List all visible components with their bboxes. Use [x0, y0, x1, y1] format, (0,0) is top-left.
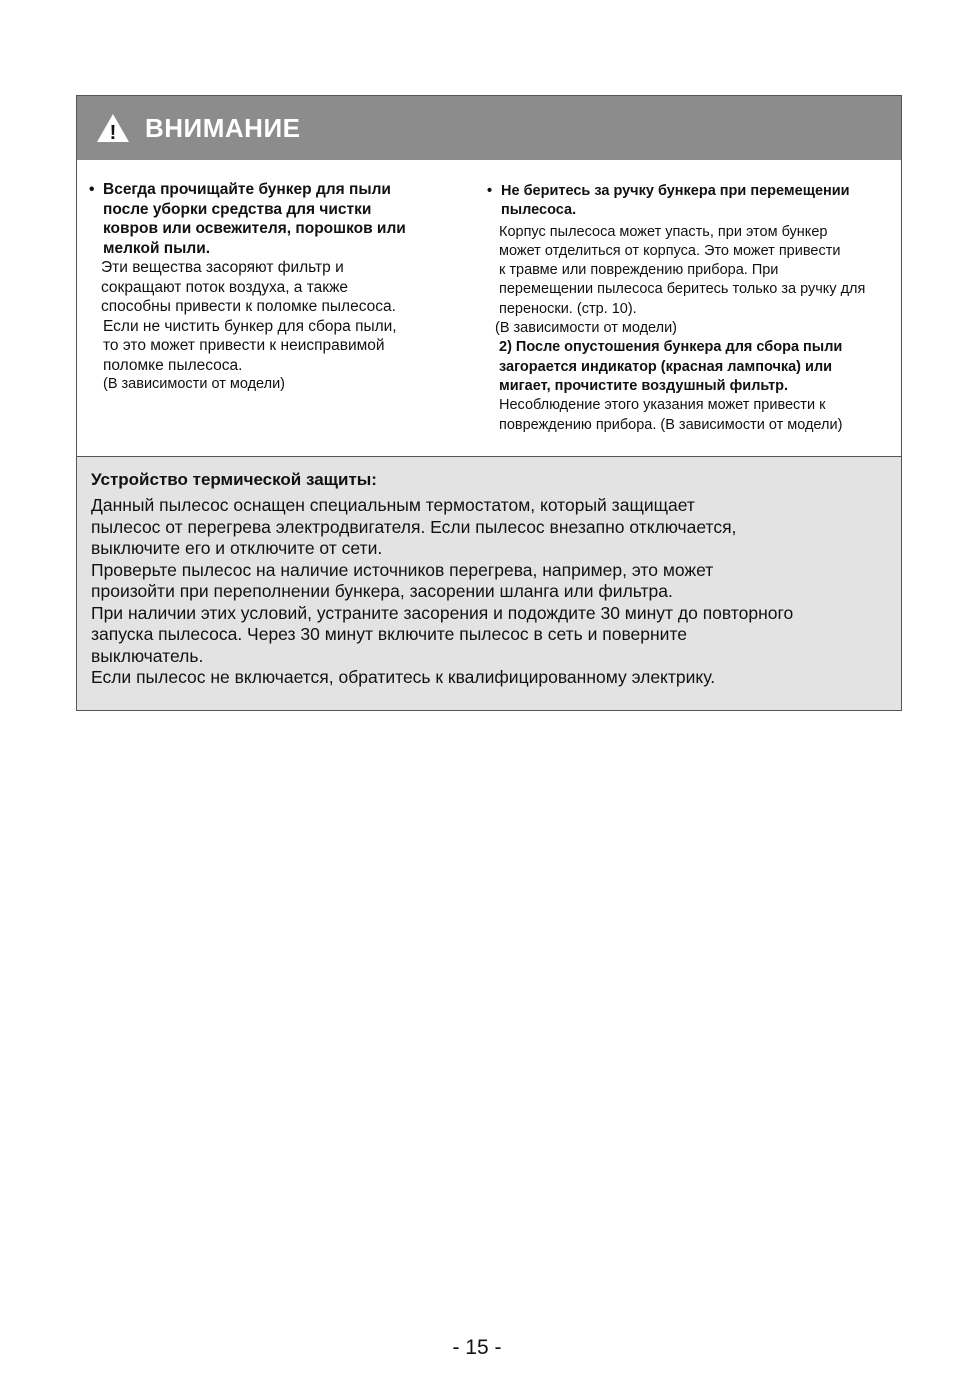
text-line: повреждению прибора. (В зависимости от модели) — [499, 416, 843, 433]
text-line: 2) После опустошения бункера для сбора пыли — [499, 339, 843, 356]
text-line: выключите его и отключите от сети. — [91, 538, 383, 558]
model-note: (В зависимости от модели) — [495, 320, 678, 337]
left-body-2 — [89, 317, 464, 395]
bullet-dot: • — [89, 181, 95, 198]
left-column — [89, 180, 464, 395]
right-column — [487, 182, 897, 435]
text-line: мигает, прочистите воздушный фильтр. — [499, 377, 789, 394]
text-line: Эти вещества засоряют фильтр и — [101, 259, 344, 276]
left-bullet-title — [89, 180, 464, 258]
text-line: ковров или освежителя, порошков или — [103, 220, 406, 237]
text-line: после уборки средства для чистки — [103, 200, 372, 218]
text-line: Данный пылесос оснащен специальным термостатом, который защищает — [91, 495, 695, 515]
caution-header — [77, 96, 901, 160]
thermal-protection-section — [77, 457, 901, 710]
caution-box — [76, 95, 902, 711]
text-line: Проверьте пылесос на наличие источников перегрева, например, это может — [91, 559, 714, 580]
text-line: Если не чистить бункер для сбора пыли, — [103, 317, 397, 335]
text-line: пылесоса. — [501, 202, 577, 219]
text-line: поломке пылесоса. — [103, 356, 243, 374]
text-line: выключатель. — [91, 645, 204, 666]
page-number: - 15 - — [452, 1336, 502, 1359]
text-line: мелкой пыли. — [103, 239, 211, 257]
text-line: Если пылесос не включается, обратитесь к квалифицированному электрику. — [91, 667, 716, 687]
text-line: то это может привести к неисправимой — [103, 337, 385, 354]
text-line: Несоблюдение этого указания может привести к — [499, 397, 826, 414]
thermal-title: Устройство термической защиты: — [91, 470, 377, 489]
warning-triangle-icon — [95, 112, 131, 144]
text-line: способны привести к поломке пылесоса. — [101, 298, 396, 315]
text-line: сокращают поток воздуха, а также — [101, 278, 349, 296]
text-line: Корпус пылесоса может упасть, при этом бункер — [499, 223, 828, 240]
text-line: произойти при переполнении бункера, засорении шланга или фильтра. — [91, 581, 673, 601]
right-body — [487, 223, 897, 319]
text-line: Не беритесь за ручку бункера при перемещении — [501, 183, 850, 199]
item2-body — [487, 396, 897, 435]
text-line: может отделиться от корпуса. Это может привести — [499, 242, 841, 259]
text-line: запуска пылесоса. Через 30 минут включите пылесос в сеть и поверните — [91, 624, 687, 644]
text-line: к травме или повреждению прибора. При — [499, 262, 779, 279]
bullet-dot: • — [487, 183, 493, 199]
warning-glyph: ! — [109, 122, 117, 144]
text-line: пылесос от перегрева электродвигателя. Если пылесос внезапно отключается, — [91, 516, 737, 537]
text-line: переноски. (стр. 10). — [499, 300, 637, 317]
caution-title: ВНИМАНИЕ — [145, 112, 301, 143]
text-line: При наличии этих условий, устраните засорения и подождите 30 минут до повторного — [91, 602, 794, 623]
text-line: загорается индикатор (красная лампочка) или — [499, 358, 833, 375]
item2-title — [487, 338, 897, 396]
right-bullet-title — [487, 182, 897, 221]
text-line: перемещении пылесоса беритесь только за ручку для — [499, 281, 866, 298]
model-note: (В зависимости от модели) — [103, 376, 286, 392]
text-line: Всегда прочищайте бункер для пыли — [103, 181, 391, 198]
left-body-1 — [89, 258, 464, 317]
